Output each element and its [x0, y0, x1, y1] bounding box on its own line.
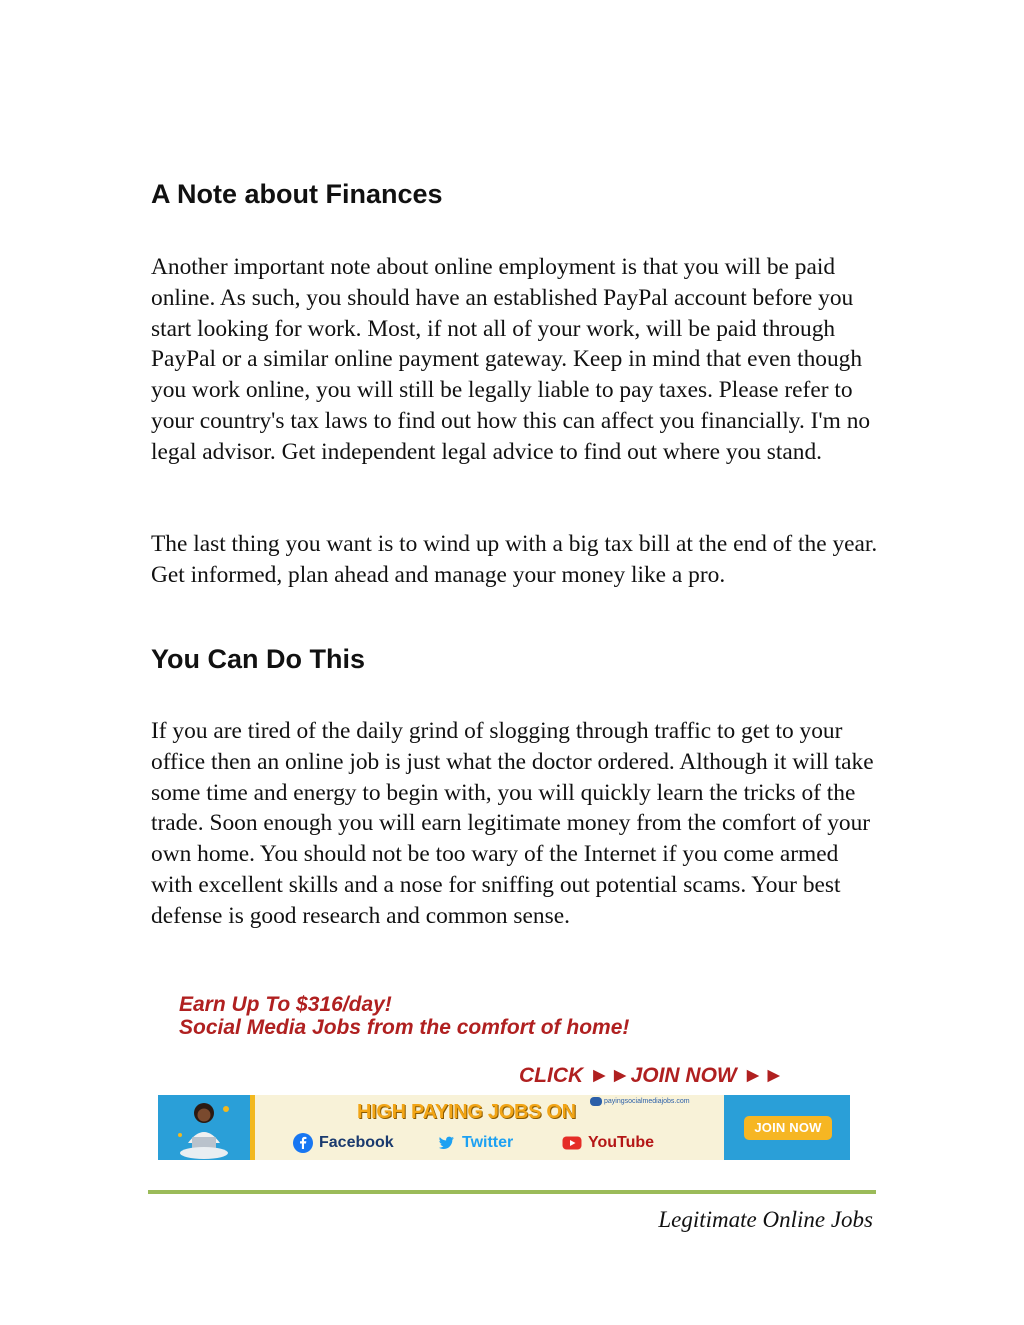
footer-title: Legitimate Online Jobs	[658, 1207, 873, 1232]
twitter-icon	[436, 1133, 456, 1153]
paragraph-text: The last thing you want is to wind up with a big tax bill at the end of the year. Get informed, plan ahead and manage your money like a pro.	[151, 531, 878, 588]
heading-you-can-do-this: You Can Do This	[151, 644, 365, 674]
paragraph-text: If you are tired of the daily grind of slogging through traffic to get to your office then an online job is just what the doctor ordered. Although it will take some time and energy to begin with, you will quickly learn the tricks of the trade. Soon enough you will earn legitimate money from the comfort of your own home. You should not be too wary of the Internet if you come armed with excellent skills and a nose for sniffing out potential scams. Your best defense is good research and common sense.	[151, 718, 874, 929]
youtube-icon	[562, 1133, 582, 1153]
facebook-icon	[293, 1133, 313, 1153]
promo-line-jobs: Social Media Jobs from the comfort of home!	[179, 1016, 630, 1039]
person-with-laptop-icon	[158, 1095, 250, 1160]
youtube-label: YouTube	[588, 1134, 655, 1151]
promo-text	[179, 993, 629, 1039]
finances-paragraph-2	[151, 529, 881, 591]
facebook-label: Facebook	[319, 1134, 394, 1151]
banner-site-url: payingsocialmediajobs.com	[604, 1098, 690, 1105]
finances-paragraph-1	[151, 252, 881, 468]
you-can-do-this-paragraph	[151, 716, 881, 932]
paragraph-text: Another important note about online employment is that you will be paid online. As such, you should have an established PayPal account before you start looking for work. Most, if not all of your work, will be paid through PayPal or a similar online payment gateway. Keep in mind that even though you work online, you will still be legally liable to pay taxes. Please refer to your country's tax laws to find out how this can affect you financially. I'm no legal advisor. Get independent legal advice to find out where you stand.	[151, 254, 871, 465]
facebook-item	[293, 1133, 394, 1153]
banner-divider	[250, 1095, 255, 1160]
youtube-item	[562, 1133, 654, 1153]
twitter-label: Twitter	[462, 1134, 514, 1151]
twitter-item	[436, 1133, 513, 1153]
social-jobs-banner[interactable]	[158, 1095, 850, 1160]
promo-line-earnings: Earn Up To $316/day!	[179, 993, 392, 1016]
heading-finances: A Note about Finances	[151, 179, 443, 209]
join-now-link[interactable]: CLICK ►►JOIN NOW ►►	[519, 1064, 785, 1087]
banner-person-image	[158, 1095, 250, 1160]
footer-divider	[148, 1190, 876, 1194]
site-logo-icon	[590, 1097, 602, 1106]
join-now-button[interactable]: JOIN NOW	[744, 1116, 832, 1140]
banner-cta-panel	[724, 1095, 850, 1160]
banner-headline: HIGH PAYING JOBS ON	[357, 1101, 576, 1123]
